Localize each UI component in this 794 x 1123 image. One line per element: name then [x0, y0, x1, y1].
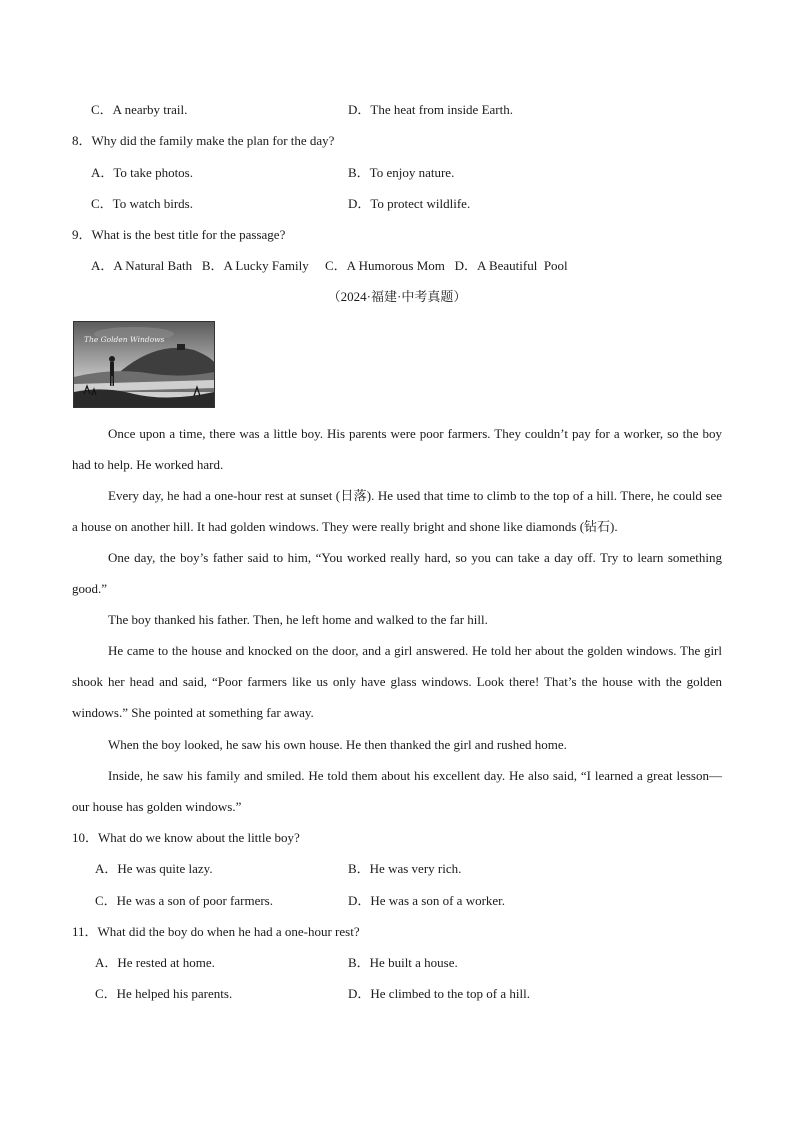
q11-option-a: A．He rested at home. — [95, 955, 215, 970]
q11-stem: 11．What did the boy do when he had a one-hour rest? — [72, 924, 360, 939]
q8-option-c: C．To watch birds. — [91, 196, 193, 211]
passage-illustration — [73, 321, 215, 408]
q8-option-b: B．To enjoy nature. — [348, 165, 455, 180]
source-label: （2024·福建·中考真题） — [327, 289, 467, 304]
passage-paragraph-4: The boy thanked his father. Then, he left home and walked to the far hill. — [108, 612, 488, 627]
q10-stem: 10．What do we know about the little boy? — [72, 830, 300, 845]
q7-option-c: C．A nearby trail. — [91, 102, 188, 117]
passage-paragraph-6: When the boy looked, he saw his own house. He then thanked the girl and rushed home. — [108, 737, 567, 752]
q10-option-c: C．He was a son of poor farmers. — [95, 893, 273, 908]
q10-option-d: D．He was a son of a worker. — [348, 893, 506, 908]
passage-paragraph-2: Every day, he had a one-hour rest at sunset (日落). He used that time to climb to the top of a hill. There, he could see a house on another hill. It had golden windows. They were really bright and shone like diamonds (钻石). — [72, 488, 722, 534]
q9-options: A．A Natural Bath B．A Lucky Family C．A Humorous Mom D．A Beautiful Pool — [91, 258, 568, 273]
q11-option-b: B．He built a house. — [348, 955, 458, 970]
passage-paragraph-1: Once upon a time, there was a little boy. His parents were poor farmers. They couldn’t pay for a worker, so the boy had to help. He worked hard. — [72, 426, 722, 472]
passage-paragraph-5: He came to the house and knocked on the door, and a girl answered. He told her about the golden windows. The girl shook her head and said, “Poor farmers like us only have glass windows. Look there! That’s the house with the golden windows.” She pointed at something far away. — [72, 643, 722, 720]
q11-option-d: D．He climbed to the top of a hill. — [348, 986, 530, 1001]
passage-paragraph-7: Inside, he saw his family and smiled. He told them about his excellent day. He also said, “I learned a great lesson—our house has golden windows.” — [72, 768, 722, 814]
q8-option-d: D．To protect wildlife. — [348, 196, 471, 211]
q9-stem: 9．What is the best title for the passage? — [72, 227, 286, 242]
q8-stem: 8．Why did the family make the plan for the day? — [72, 133, 335, 148]
q10-option-a: A．He was quite lazy. — [95, 861, 213, 876]
q7-option-d: D．The heat from inside Earth. — [348, 102, 513, 117]
q10-option-b: B．He was very rich. — [348, 861, 462, 876]
illustration-image — [74, 322, 214, 407]
q11-option-c: C．He helped his parents. — [95, 986, 233, 1001]
illustration-caption: The Golden Windows — [84, 335, 165, 344]
passage-paragraph-3: One day, the boy’s father said to him, “You worked really hard, so you can take a day off. Try to learn something good.” — [72, 550, 722, 596]
q8-option-a: A．To take photos. — [91, 165, 193, 180]
